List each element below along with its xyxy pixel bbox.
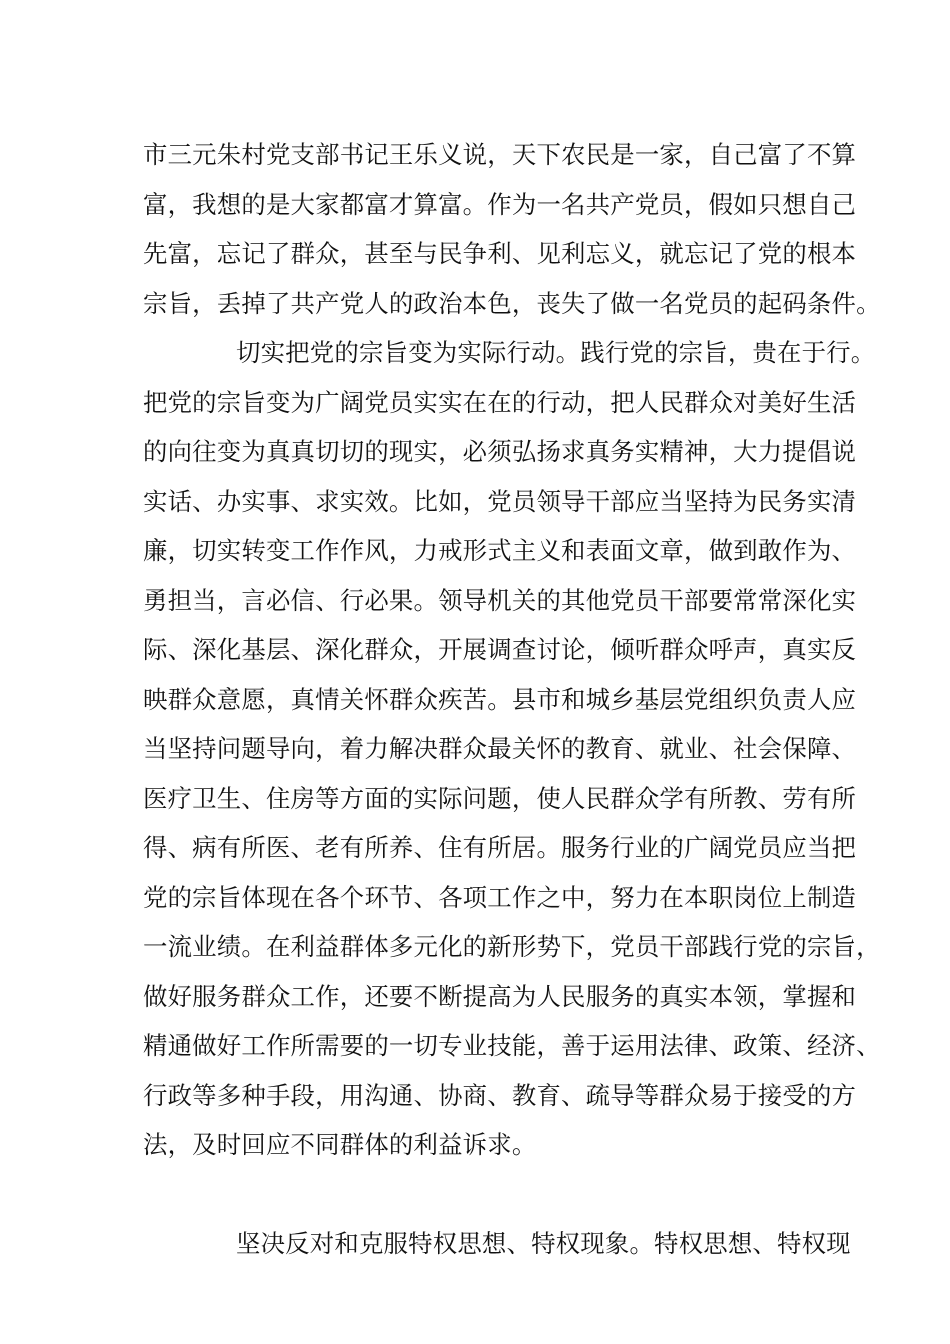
text-line-10: 勇担当，言必信、行必果。领导机关的其他党员干部要常常深化实 [143, 585, 857, 615]
paragraph-start-line: 坚决反对和克服特权思想、特权现象。特权思想、特权现 [236, 1229, 851, 1258]
text-line-13: 当坚持问题导向，着力解决群众最关怀的教育、就业、社会保障、 [143, 734, 857, 763]
paragraph-start-line: 切实把党的宗旨变为实际行动。践行党的宗旨，贵在于行。 [236, 338, 876, 367]
text-line-8: 实话、办实事、求实效。比如，党员领导干部应当坚持为民务实清 [143, 486, 857, 516]
text-line-12: 映群众意愿，真情关怀群众疾苦。县市和城乡基层党组织负责人应 [143, 684, 857, 714]
text-line-4: 宗旨，丢掉了共产党人的政治本色，丧失了做一名党员的起码条件。 [143, 288, 881, 318]
text-line-2: 富，我想的是大家都富才算富。作为一名共产党员，假如只想自己 [143, 189, 857, 219]
text-line-21: 法，及时回应不同群体的利益诉求。 [143, 1130, 537, 1159]
text-line-16: 党的宗旨体现在各个环节、各项工作之中，努力在本职岗位上制造 [143, 882, 857, 912]
text-line-11: 际、深化基层、深化群众，开展调查讨论，倾听群众呼声，真实反 [143, 635, 857, 664]
text-line-17: 一流业绩。在利益群体多元化的新形势下，党员干部践行党的宗旨， [143, 932, 881, 961]
text-line-14: 医疗卫生、住房等方面的实际问题，使人民群众学有所教、劳有所 [143, 783, 857, 813]
text-line-9: 廉，切实转变工作作风，力戒形式主义和表面文章，做到敢作为、 [143, 536, 857, 565]
text-line-1: 市三元朱村党支部书记王乐义说，天下农民是一家，自己富了不算 [143, 140, 857, 169]
text-line-18: 做好服务群众工作，还要不断提高为人民服务的真实本领，掌握和 [143, 981, 857, 1011]
paragraph-spacer [143, 1170, 833, 1220]
text-line-3: 先富，忘记了群众，甚至与民争利、见利忘义，就忘记了党的根本 [143, 239, 857, 268]
text-line-6: 把党的宗旨变为广阔党员实实在在的行动，把人民群众对美好生活 [143, 387, 857, 417]
document-body [143, 130, 881, 1269]
text-line-19: 精通做好工作所需要的一切专业技能，善于运用法律、政策、经济、 [143, 1031, 881, 1060]
text-line-20: 行政等多种手段，用沟通、协商、教育、疏导等群众易于接受的方 [143, 1080, 857, 1110]
text-line-7: 的向往变为真真切切的现实，必须弘扬求真务实精神，大力提倡说 [143, 437, 857, 466]
text-line-15: 得、病有所医、老有所养、住有所居。服务行业的广阔党员应当把 [143, 833, 857, 862]
